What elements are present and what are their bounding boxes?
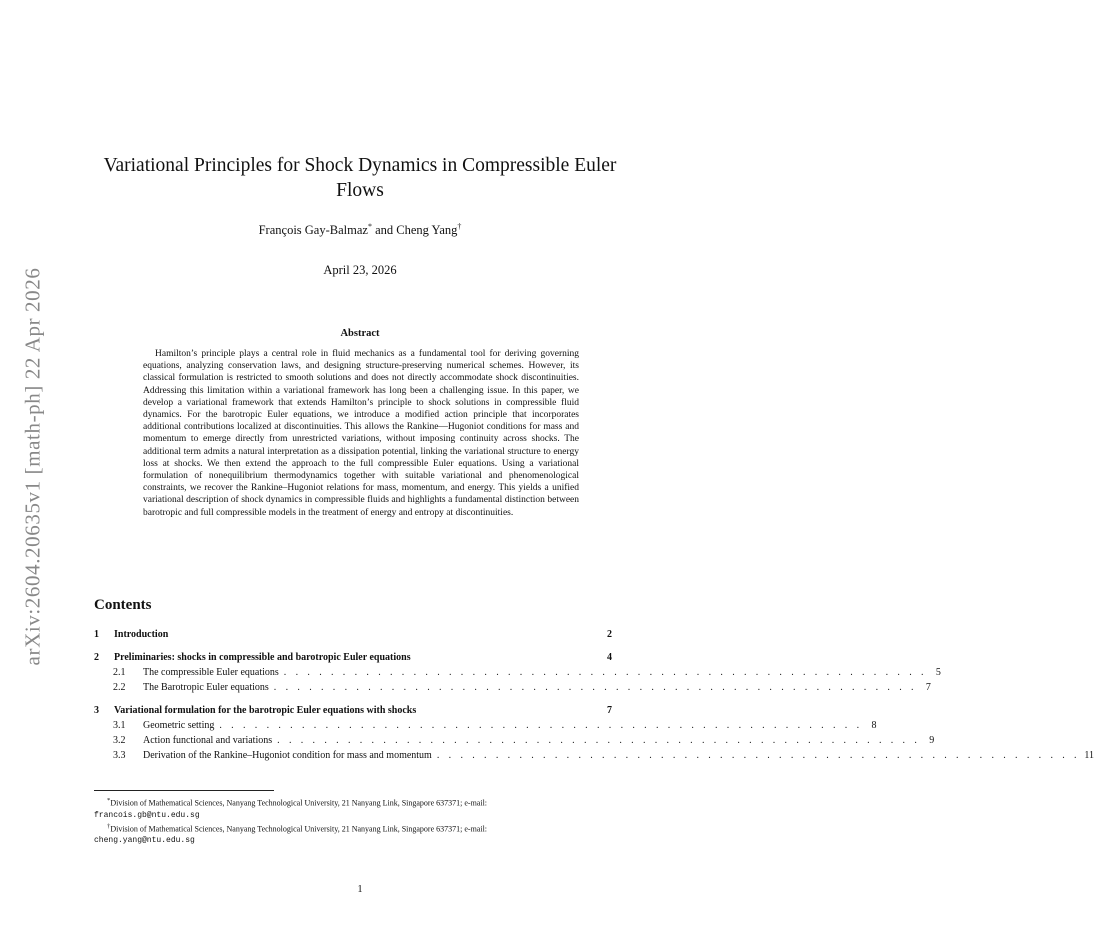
toc-section-number: 2 <box>94 652 99 663</box>
toc-leader-dots: . . . . . . . . . . . . . . . . . . . . . . . . . . . . . . . . . . . . . . . . . . . . . . . . . . . . . . . <box>219 720 863 731</box>
author-second: Cheng Yang <box>396 223 458 238</box>
toc-subsection-title: Geometric setting <box>143 720 215 731</box>
arxiv-side-identifier <box>10 246 56 686</box>
footnote-mark: * <box>107 797 111 804</box>
toc-section-3[interactable] <box>94 704 612 718</box>
author-first-mark: * <box>367 222 372 231</box>
toc-subsection-3-1[interactable] <box>94 718 877 733</box>
toc-section-title: Preliminaries: shocks in compressible and barotropic Euler equations <box>114 652 411 663</box>
contents-heading: Contents <box>94 597 152 613</box>
email-link[interactable]: cheng.yang@ntu.edu.sg <box>94 836 195 846</box>
toc-section-1[interactable] <box>94 628 612 642</box>
toc-subsection-number: 3.2 <box>113 735 126 746</box>
toc-section-page: 4 <box>607 652 612 663</box>
toc-subsection-2-1[interactable] <box>94 665 941 680</box>
footnote-affiliation: Division of Mathematical Sciences, Nanyang Technological University, 21 Nanyang Link, Singapore 637371; e-mail: <box>110 798 488 808</box>
toc-subsection-page: 9 <box>929 735 935 746</box>
toc-section-number: 3 <box>94 705 99 716</box>
footnote-divider <box>94 790 274 791</box>
toc-subsection-page: 7 <box>925 682 931 693</box>
toc-subsection-2-2[interactable] <box>94 680 931 695</box>
toc-section-number: 1 <box>94 629 99 640</box>
footnote-mark: † <box>107 822 111 830</box>
toc-subsection-page: 11 <box>1084 750 1094 761</box>
toc-leader-dots: . . . . . . . . . . . . . . . . . . . . . . . . . . . . . . . . . . . . . . . . . . . . . . . . . . . . . . . <box>277 735 921 746</box>
toc-leader-dots: . . . . . . . . . . . . . . . . . . . . . . . . . . . . . . . . . . . . . . . . . . . . . . . . . . . . . . . <box>283 667 927 678</box>
toc-subsection-3-2[interactable] <box>94 733 935 748</box>
toc-leader-dots: . . . . . . . . . . . . . . . . . . . . . . . . . . . . . . . . . . . . . . . . . . . . . . . . . . . . . . . <box>273 682 917 693</box>
abstract-text: Hamilton’s principle plays a central role in fluid mechanics as a fundamental tool for deriving governing equations, analyzing conservation laws, and designing structure-preserving numerical schemes. However, its classical formulation is restricted to smooth solutions and does not directly accommodate shock discontinuities. Addressing this limitation within a variational framework has long been a challenging issue. In this paper, we develop a variational framework that extends Hamilton’s principle to shock solutions in compressible fluid dynamics. For the barotropic Euler equations, we introduce a modified action principle that incorporates additional contributions localized at discontinuities. This allows the Rankine—Hugoniot conditions for mass and momentum to emerge directly from unrestricted variations, without imposing continuity across shocks. The additional term admits a natural interpretation as a dissipation potential, linking the variational structure to energy loss at shocks. We then extend the approach to the full compressible Euler equations. Using a variational formulation of nonequilibrium thermodynamics together with suitable variational and phenomenological constraints, we recover the Rankine–Hugoniot relations for mass, momentum, and energy. This yields a unified variational description of shock dynamics in compressible fluids and highlights a fundamental distinction between barotropic and full compressible models in the treatment of energy and entropy at discontinuities. <box>143 349 579 518</box>
toc-subsection-number: 2.2 <box>113 682 126 693</box>
footnotes <box>94 795 614 846</box>
toc-subsection-3-3[interactable] <box>94 748 1094 763</box>
toc-subsection-title: Derivation of the Rankine–Hugoniot condition for mass and momentum <box>143 750 432 761</box>
table-of-contents <box>94 628 1094 763</box>
toc-subsection-title: The compressible Euler equations <box>143 667 279 678</box>
paper-title: Variational Principles for Shock Dynamics in Compressible Euler Flows <box>103 155 617 201</box>
toc-subsection-number: 3.3 <box>113 750 126 761</box>
footnote-1 <box>94 795 614 809</box>
page-number: 1 <box>357 884 363 895</box>
toc-subsection-title: Action functional and variations <box>143 735 273 746</box>
paper-date: April 23, 2026 <box>323 263 397 277</box>
author-joiner: and <box>371 223 397 238</box>
author-line <box>100 222 620 238</box>
author-second-mark: † <box>457 222 462 231</box>
toc-section-2[interactable] <box>94 651 612 665</box>
author-first: François Gay-Balmaz <box>258 223 368 238</box>
toc-subsection-number: 2.1 <box>113 667 126 678</box>
footnote-2-email-line <box>94 834 614 846</box>
toc-section-title: Variational formulation for the barotropic Euler equations with shocks <box>114 705 417 716</box>
footnote-2 <box>94 821 614 835</box>
toc-section-page: 2 <box>607 629 612 640</box>
abstract-heading: Abstract <box>340 328 380 339</box>
toc-section-page: 7 <box>607 705 612 716</box>
footnote-affiliation: Division of Mathematical Sciences, Nanyang Technological University, 21 Nanyang Link, Singapore 637371; e-mail: <box>110 824 488 834</box>
toc-subsection-page: 5 <box>935 667 941 678</box>
toc-subsection-page: 8 <box>871 720 877 731</box>
email-link[interactable]: francois.gb@ntu.edu.sg <box>94 810 200 820</box>
toc-subsection-title: The Barotropic Euler equations <box>143 682 269 693</box>
toc-section-title: Introduction <box>114 629 169 640</box>
toc-subsection-number: 3.1 <box>113 720 126 731</box>
toc-leader-dots: . . . . . . . . . . . . . . . . . . . . . . . . . . . . . . . . . . . . . . . . . . . . . . . . . . . . . . . <box>436 750 1080 761</box>
footnote-1-email-line <box>94 809 614 821</box>
arxiv-identifier-text: arXiv:2604.20635v1 [math-ph] 22 Apr 2026 <box>20 267 45 665</box>
